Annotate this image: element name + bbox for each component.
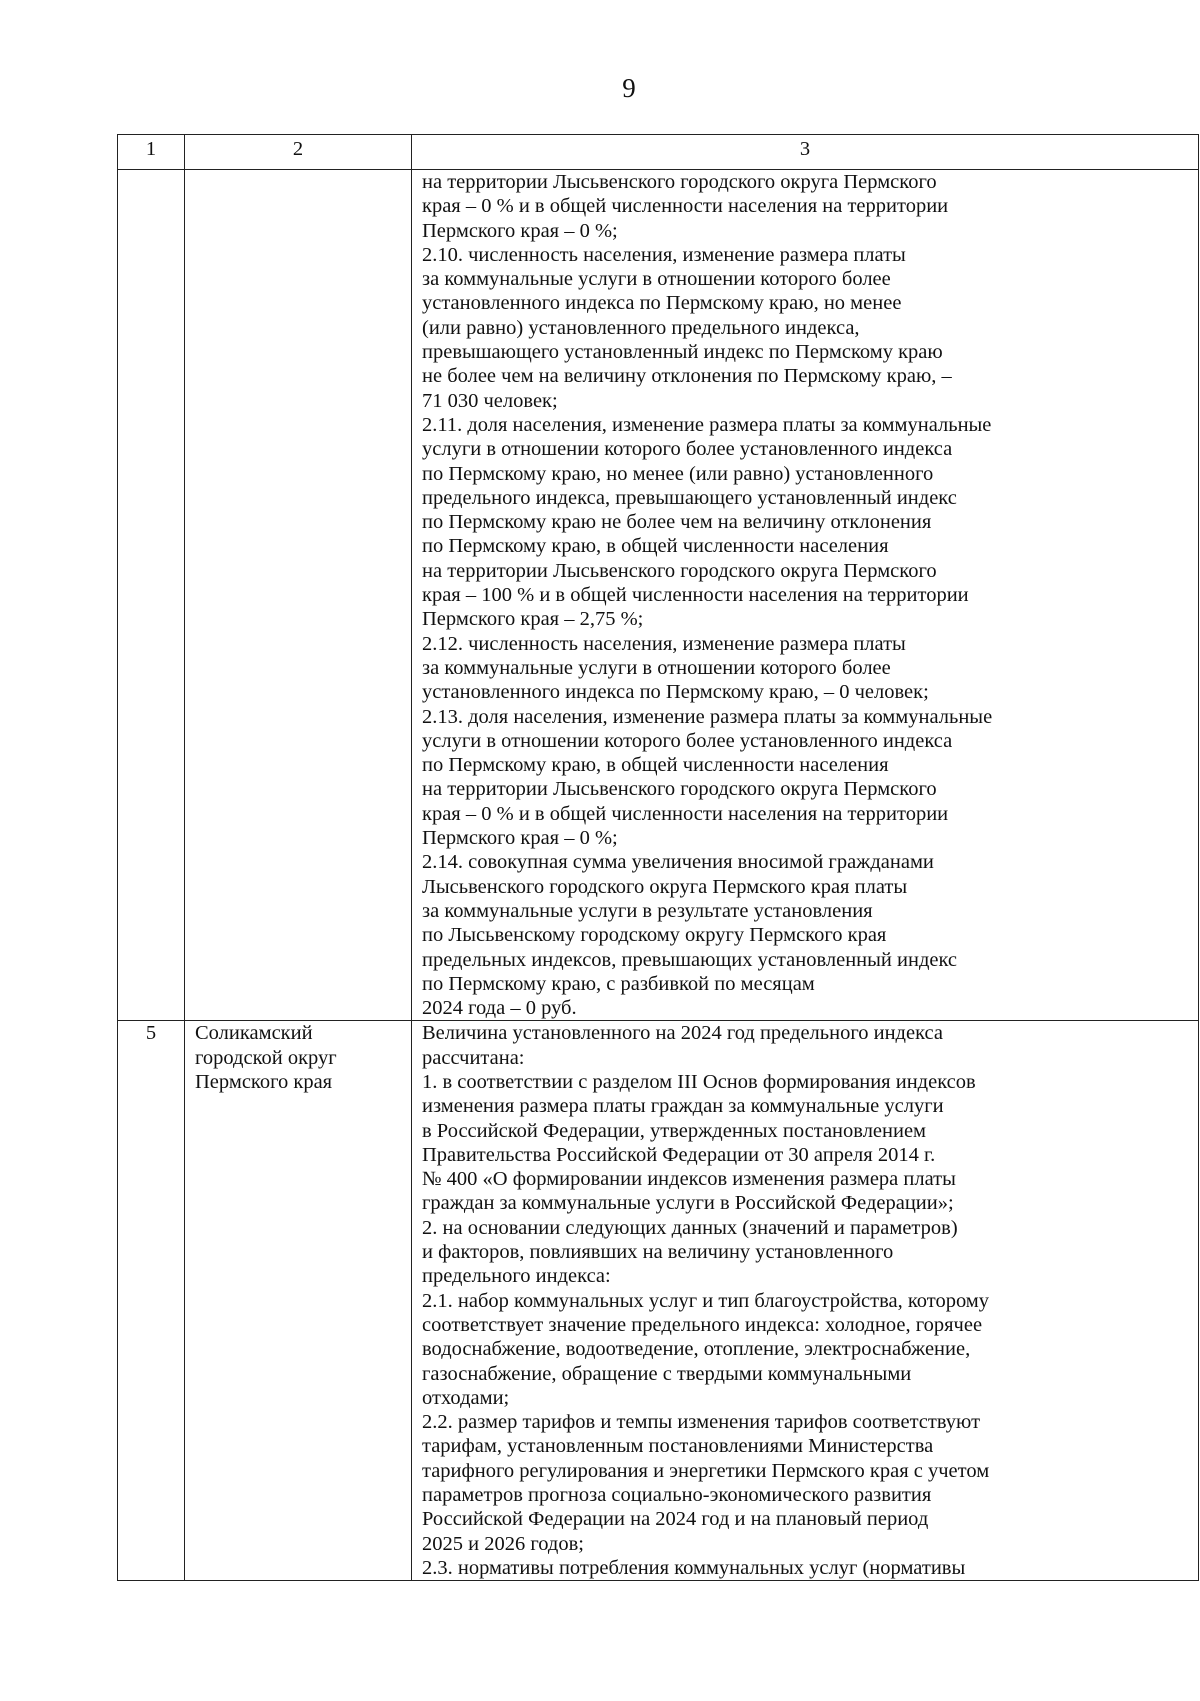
municipality-name-line: городской округ [195, 1046, 337, 1069]
description-line: 2.14. совокупная сумма увеличения вносимой гражданами [422, 851, 934, 874]
description-line: Лысьвенского городского округа Пермского края платы [422, 875, 908, 898]
description-line: изменения размера платы граждан за коммунальные услуги [422, 1095, 944, 1118]
index-description [412, 1021, 1199, 1581]
description-line: на территории Лысьвенского городского округа Пермского [422, 171, 937, 193]
description-line: предельного индекса: [422, 1265, 611, 1288]
description-line: не более чем на величину отклонения по Пермскому краю, – [422, 365, 952, 388]
description-line: 2.1. набор коммунальных услуг и тип благоустройства, которому [422, 1289, 990, 1312]
municipality-name [185, 170, 412, 1021]
description-line: по Пермскому краю, в общей численности населения [422, 535, 889, 558]
description-line: по Пермскому краю, в общей численности населения [422, 754, 889, 777]
description-line: тарифам, установленным постановлениями Министерства [422, 1435, 934, 1458]
description-line: предельного индекса, превышающего установленный индекс [422, 486, 957, 509]
description-line: Величина установленного на 2024 год предельного индекса [422, 1022, 943, 1045]
description-line: рассчитана: [422, 1046, 525, 1069]
description-line: по Пермскому краю, с разбивкой по месяцам [422, 972, 815, 995]
description-line: по Лысьвенскому городскому округу Пермского края [422, 924, 887, 947]
description-line: 2024 года – 0 руб. [422, 997, 577, 1020]
description-line: по Пермскому краю не более чем на величину отклонения [422, 511, 932, 534]
description-line: водоснабжение, водоотведение, отопление, электроснабжение, [422, 1338, 971, 1361]
header-col-2: 2 [185, 135, 412, 170]
description-line: 2.2. размер тарифов и темпы изменения тарифов соответствуют [422, 1411, 981, 1434]
description-line: Пермского края – 2,75 %; [422, 608, 644, 631]
description-line: края – 100 % и в общей численности населения на территории [422, 584, 969, 607]
description-line: на территории Лысьвенского городского округа Пермского [422, 559, 937, 582]
description-line: за коммунальные услуги в отношении которого более [422, 268, 891, 291]
municipality-name-line: Пермского края [195, 1070, 333, 1093]
table-header-row [118, 135, 1199, 170]
description-line: края – 0 % и в общей численности населения на территории [422, 195, 949, 218]
municipality-name-line: Соликамский [195, 1022, 313, 1045]
municipality-name [185, 1021, 412, 1581]
description-line: в Российской Федерации, утвержденных постановлением [422, 1119, 927, 1142]
description-line: услуги в отношении которого более установленного индекса [422, 729, 953, 752]
description-line: края – 0 % и в общей численности населения на территории [422, 802, 949, 825]
description-line: № 400 «О формировании индексов изменения размера платы [422, 1168, 956, 1191]
description-line: соответствует значение предельного индекса: холодное, горячее [422, 1313, 983, 1336]
description-line: за коммунальные услуги в результате установления [422, 899, 873, 922]
description-line: Правительства Российской Федерации от 30 апреля 2014 г. [422, 1143, 936, 1166]
description-line: на территории Лысьвенского городского округа Пермского [422, 778, 937, 801]
description-line: 2.11. доля населения, изменение размера платы за коммунальные [422, 413, 992, 436]
description-line: 2.3. нормативы потребления коммунальных услуг (нормативы [422, 1556, 966, 1579]
description-line: (или равно) установленного предельного индекса, [422, 316, 860, 339]
description-line: граждан за коммунальные услуги в Российской Федерации»; [422, 1192, 954, 1215]
table-row [118, 170, 1199, 1021]
description-line: Пермского края – 0 %; [422, 219, 618, 242]
description-line: 2.10. численность населения, изменение размера платы [422, 243, 906, 266]
description-line: газоснабжение, обращение с твердыми коммунальными [422, 1362, 912, 1385]
description-line: установленного индекса по Пермскому краю, но менее [422, 292, 902, 315]
description-line: Российской Федерации на 2024 год и на плановый период [422, 1508, 929, 1531]
description-line: 2025 и 2026 годов; [422, 1532, 584, 1555]
page-number: 9 [622, 73, 636, 103]
description-line: 2. на основании следующих данных (значений и параметров) [422, 1216, 958, 1239]
description-line: и факторов, повлиявших на величину установленного [422, 1241, 894, 1264]
document-table [117, 134, 1199, 1581]
header-col-1: 1 [118, 135, 185, 170]
description-line: за коммунальные услуги в отношении которого более [422, 656, 891, 679]
table-row [118, 1021, 1199, 1581]
description-line: услуги в отношении которого более установленного индекса [422, 438, 953, 461]
description-line: по Пермскому краю, но менее (или равно) установленного [422, 462, 934, 485]
row-number: 5 [118, 1021, 185, 1581]
description-line: установленного индекса по Пермскому краю, – 0 человек; [422, 681, 929, 704]
header-col-3: 3 [412, 135, 1199, 170]
description-line: тарифного регулирования и энергетики Пермского края с учетом [422, 1459, 990, 1482]
description-line: 2.13. доля населения, изменение размера платы за коммунальные [422, 705, 993, 728]
row-number [118, 170, 185, 1021]
description-line: 2.12. численность населения, изменение размера платы [422, 632, 906, 655]
description-line: отходами; [422, 1386, 510, 1409]
description-line: превышающего установленный индекс по Пермскому краю [422, 341, 943, 364]
description-line: 1. в соответствии с разделом III Основ формирования индексов [422, 1070, 976, 1093]
description-line: 71 030 человек; [422, 389, 558, 412]
index-description [412, 170, 1199, 1021]
description-line: предельных индексов, превышающих установленный индекс [422, 948, 958, 971]
description-line: Пермского края – 0 %; [422, 827, 618, 850]
description-line: параметров прогноза социально-экономического развития [422, 1484, 932, 1507]
